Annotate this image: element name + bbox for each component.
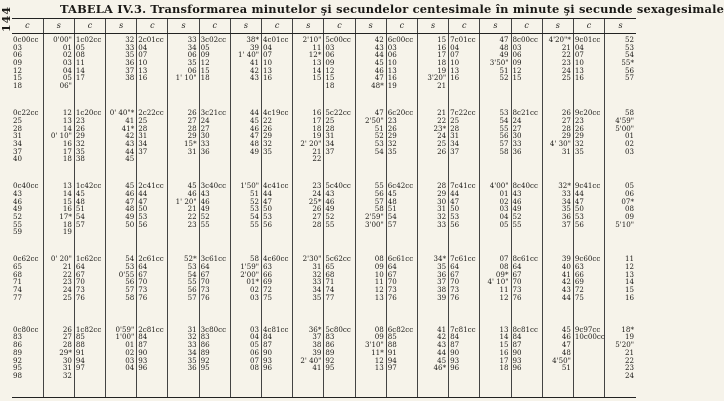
centesimal-cell: 8c81cc 84 87 90 93 96	[511, 324, 542, 398]
sexagesimal-cell: 39 40 41 42 43 44	[542, 253, 573, 324]
page-number: 144	[0, 6, 13, 32]
centesimal-cell: 4c60cc 63 66 69 72 75	[262, 253, 293, 324]
centesimal-cell: 6c20cc 23 26 29 32 35	[386, 107, 417, 180]
column-header: c	[386, 19, 417, 34]
centesimal-cell: 1c20cc 23 26 29 32 35 38	[74, 107, 105, 180]
column-header: s	[168, 19, 199, 34]
sexagesimal-cell: 58 1'59" 2'00" 01* 02 03	[230, 253, 261, 324]
centesimal-cell: 7c22cc 25 28 31 34 37	[449, 107, 480, 180]
centesimal-cell: 2c01cc 04 07 10 13 16	[137, 34, 168, 108]
column-header: c	[262, 19, 293, 34]
table-block	[12, 324, 636, 398]
column-header: c	[12, 19, 43, 34]
sexagesimal-cell: 47 48 49 3'50" 51 52	[480, 34, 511, 108]
centesimal-cell: 6c42cc 45 48 51 54 57	[386, 180, 417, 253]
sexagesimal-cell: 52 53 54 55* 56 57	[605, 34, 636, 108]
sexagesimal-cell: 33 34 06 35 06 1' 10"	[168, 34, 199, 108]
centesimal-cell: 9c97cc 10c00cc	[573, 324, 604, 398]
centesimal-cell: 3c61cc 64 67 70 73 76	[199, 253, 230, 324]
sexagesimal-cell: 54 53 0'55 56 57 58	[106, 253, 137, 324]
centesimal-cell: 1c02cc 05 08 11 14 17	[74, 34, 105, 108]
sexagesimal-cell: 4'20"* 21 22 23 24 25	[542, 34, 573, 108]
centesimal-cell: 7c81cc 84 87 90 93 96	[449, 324, 480, 398]
centesimal-cell: 1c82cc 85 88 91 94 97	[74, 324, 105, 398]
centesimal-cell: 2c22cc 25 28 31 34 37	[137, 107, 168, 180]
column-header: s	[542, 19, 573, 34]
centesimal-cell: 5c80cc 83 86 89 92 95	[324, 324, 355, 398]
page-title: TABELA IV.3. Transformarea minutelor şi secundelor centesimale în minute şi secunde sexagesimale	[60, 2, 724, 16]
sexagesimal-cell: 23 24 25* 26 27 28	[293, 180, 324, 253]
centesimal-cell: 9c20cc 23 26 29 32 35	[573, 107, 604, 180]
centesimal-cell: 0c40cc 43 46 49 52 55 59	[13, 181, 39, 237]
sexagesimal-cell: 21 22 23* 24 25 26	[417, 107, 448, 180]
sexagesimal-cell: 11 12 13 14 15 16	[605, 253, 636, 324]
sexagesimal-cell: 0' 20" 21 22 23 24 25	[43, 253, 74, 324]
sexagesimal-cell: 53 54 55 56 57 58	[480, 107, 511, 180]
sexagesimal-cell: 18* 19 5'20" 21 22 23 24	[605, 324, 636, 398]
centesimal-cell: 3c40cc 43 46 49 52 55	[199, 180, 230, 253]
sexagesimal-cell: 58 4'59" 5'00" 01 02 03	[605, 107, 636, 180]
sexagesimal-cell: 28 29 30 31 32 33	[417, 180, 448, 253]
centesimal-cell: 7c41cc 44 47 50 53 56	[449, 180, 480, 253]
sexagesimal-cell: 32 33 35 36 37 38	[106, 34, 137, 108]
centesimal-cell: 3c21cc 24 27 30 33 36	[199, 107, 230, 180]
column-header: s	[355, 19, 386, 34]
sexagesimal-cell: 13 14 15 16 17* 18 19	[43, 180, 74, 253]
sexagesimal-cell: 05 06 07* 08 09 5'10"	[605, 180, 636, 253]
sexagesimal-cell: 26 27 28 29 4' 30" 31	[542, 107, 573, 180]
centesimal-cell: 8c00cc 03 06 09 12 15	[511, 34, 542, 108]
sexagesimal-cell: 52* 53 54 55 56 57	[168, 253, 199, 324]
sexagesimal-cell: 47 2'50" 51 52 53 54	[355, 107, 386, 180]
sexagesimal-cell: 41 42 43 44 45 46*	[417, 324, 448, 398]
centesimal-cell: 7c01cc 04 07 10 13 16	[449, 34, 480, 108]
centesimal-cell: 8c21cc 24 27 30 33 36	[511, 107, 542, 180]
sexagesimal-cell: 1'50" 51 52 53 54 55	[230, 180, 261, 253]
column-header: c	[199, 19, 230, 34]
sexagesimal-cell: 45 46 1' 20" 21 22 23	[168, 180, 199, 253]
centesimal-cell: 9c41cc 44 47 50 53 56	[573, 180, 604, 253]
table-block	[12, 34, 636, 108]
centesimal-cell: 5c40cc 43 46 49 52 55	[324, 180, 355, 253]
centesimal-cell: 5c22cc 25 28 31 34 37	[324, 107, 355, 180]
centesimal-cell: 0c22cc 25 28 31 34 37 40	[13, 108, 39, 164]
centesimal-cell: 2c41cc 44 47 50 53 56	[137, 180, 168, 253]
sexagesimal-cell: 08 09 3'10" 11* 12 13	[355, 324, 386, 398]
centesimal-cell: 6c00cc 03 06 10 13 16 19	[386, 34, 417, 108]
column-header: s	[43, 19, 74, 34]
column-header: c	[573, 19, 604, 34]
centesimal-cell: 4c19cc 22 26 29 32 35	[262, 107, 293, 180]
centesimal-cell: 9c60cc 63 66 69 72 75	[573, 253, 604, 324]
conversion-table	[12, 18, 636, 398]
centesimal-cell: 1c62cc 64 67 70 73 76	[74, 253, 105, 324]
centesimal-cell: 6c61cc 64 67 70 73 76	[386, 253, 417, 324]
sexagesimal-cell: 45 46 47 48 49 50	[106, 180, 137, 253]
table-block	[12, 253, 636, 324]
centesimal-cell: 9c01cc 04 07 10 13 16	[573, 34, 604, 108]
sexagesimal-cell: 2'10" 11 12* 13 14 15	[293, 34, 324, 108]
centesimal-cell: 8c40cc 43 46 49 52 55	[511, 180, 542, 253]
sexagesimal-cell: 38* 39 1' 40" 41 42 43	[230, 34, 261, 108]
centesimal-cell: 4c81cc 84 87 90 93 96	[262, 324, 293, 398]
column-header: s	[293, 19, 324, 34]
sexagesimal-cell: 42 43 44 45 46 47 48*	[355, 34, 386, 108]
sexagesimal-cell: 08 09 10 11 12 13	[355, 253, 386, 324]
table-block	[12, 107, 636, 180]
sexagesimal-cell: 16 17 18 19 2' 20" 21 22	[293, 107, 324, 180]
sexagesimal-cell: 26 27 28 29 15* 31	[168, 107, 199, 180]
centesimal-cell: 5c00cc 03 06 09 12 15 18	[324, 34, 355, 108]
centesimal-cell: 6c82cc 85 88 91 94 97	[386, 324, 417, 398]
sexagesimal-cell: 34* 35 36 37 38 39	[417, 253, 448, 324]
column-header: s	[605, 19, 636, 34]
sexagesimal-cell: 0'59" 1'00" 01 02 03 04	[106, 324, 137, 398]
table-block	[12, 180, 636, 253]
centesimal-cell: 0c80cc 83 86 89 92 95 98	[12, 324, 43, 398]
column-header: s	[480, 19, 511, 34]
centesimal-cell: 3c02cc 05 09 12 15 18	[199, 34, 230, 108]
sexagesimal-cell: 12 13 14 0' 10" 16 17 18	[43, 107, 74, 180]
centesimal-cell: 8c61cc 64 67 70 73 76	[511, 253, 542, 324]
column-header: s	[230, 19, 261, 34]
sexagesimal-cell: 26 27 28 29* 30 31 32	[43, 324, 74, 398]
sexagesimal-cell: 13 14 15 16 17 18	[480, 324, 511, 398]
sexagesimal-cell: 4'00" 01 02 03 04 05	[480, 180, 511, 253]
centesimal-cell: 2c61cc 64 67 70 73 76	[137, 253, 168, 324]
centesimal-cell: 4c01cc 04 07 10 13 16	[262, 34, 293, 108]
column-header: c	[74, 19, 105, 34]
sexagesimal-cell: 2'30" 31 32 33 34 35	[293, 253, 324, 324]
column-header: s	[417, 19, 448, 34]
sexagesimal-cell: 03 04 05 06 07 08	[230, 324, 261, 398]
centesimal-cell: 4c41cc 44 47 50 53 56	[262, 180, 293, 253]
sexagesimal-cell: 44 45 46 47 48 49	[230, 107, 261, 180]
sexagesimal-cell: 32* 33 34 35 36 37	[542, 180, 573, 253]
sexagesimal-cell: 36* 37 38 39 2' 40" 41	[293, 324, 324, 398]
sexagesimal-cell: 55 56 57 58 2'59" 3'00"	[355, 180, 386, 253]
sexagesimal-cell: 0'00" 01 02 03 04 05 06"	[43, 34, 74, 108]
column-header: s	[106, 19, 137, 34]
centesimal-cell: 5c62cc 65 68 71 74 77	[324, 253, 355, 324]
centesimal-cell: 7c61cc 64 67 70 73 76	[449, 253, 480, 324]
column-header: c	[449, 19, 480, 34]
sexagesimal-cell: 45 46 47 48 4'50" 51	[542, 324, 573, 398]
sexagesimal-cell: 31 32 33 34 35 36	[168, 324, 199, 398]
centesimal-cell: 1c42cc 45 48 51 54 57	[74, 180, 105, 253]
column-header: c	[137, 19, 168, 34]
centesimal-cell: 0c00cc 03 06 09 12 15 18	[13, 35, 39, 91]
sexagesimal-cell: 07 08 09* 4' 10" 11 12	[480, 253, 511, 324]
centesimal-cell: 0c62cc 65 68 71 74 77	[13, 254, 39, 302]
table-header-row	[12, 19, 636, 34]
sexagesimal-cell: 15 16 17 18 19 3'20" 21	[417, 34, 448, 108]
sexagesimal-cell: 0' 40"* 41 41* 42 43 44 45	[106, 107, 137, 180]
column-header: c	[324, 19, 355, 34]
column-header: c	[511, 19, 542, 34]
centesimal-cell: 2c81cc 84 87 90 93 96	[137, 324, 168, 398]
centesimal-cell: 3c80cc 83 86 89 92 95	[199, 324, 230, 398]
